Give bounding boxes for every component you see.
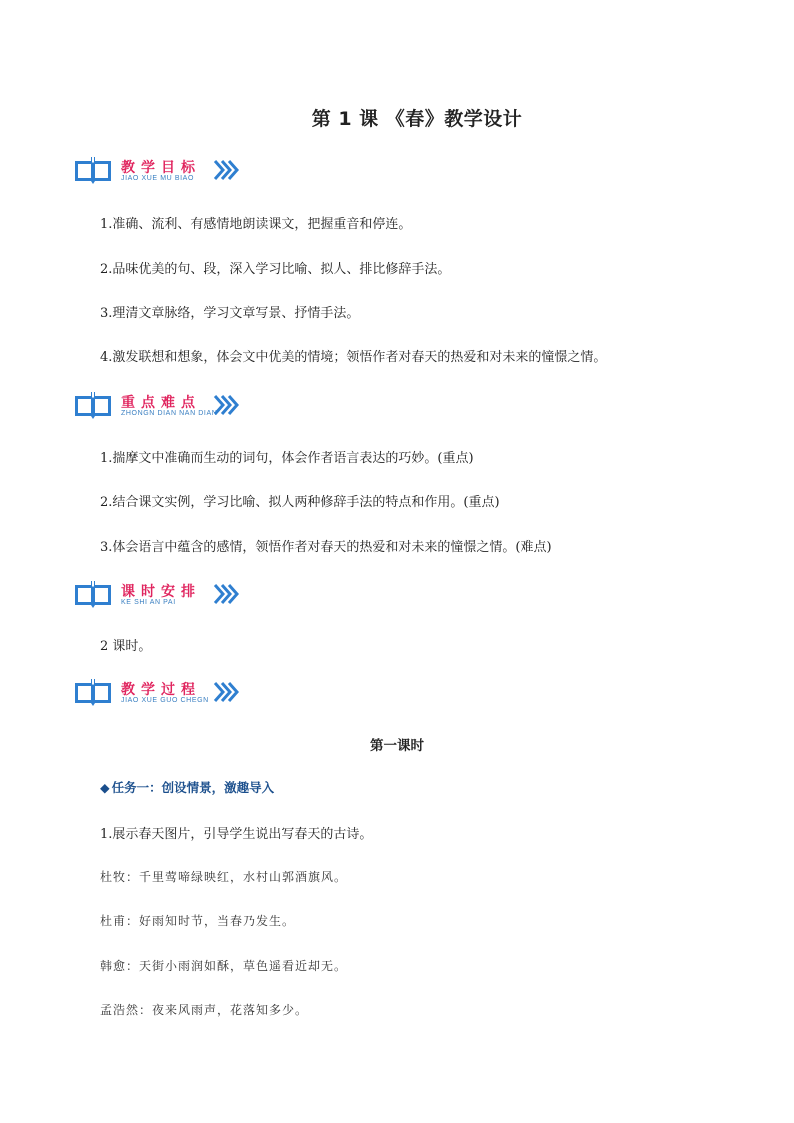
period-title: 第一课时: [370, 738, 424, 754]
objective-item: 1.准确、流利、有感情地朗读课文，把握重音和停连。: [100, 217, 412, 232]
section-header-key-points: [73, 392, 243, 422]
double-chevron-icon: [213, 159, 241, 181]
key-point-item: 3.体会语言中蕴含的感情，领悟作者对春天的热爱和对未来的憧憬之情。(难点): [100, 540, 552, 555]
double-chevron-icon: [213, 583, 241, 605]
section-header-schedule: [73, 581, 243, 611]
section-pinyin: KE SHI AN PAI: [121, 599, 176, 606]
objective-item: 3.理清文章脉络，学习文章写景、抒情手法。: [100, 306, 360, 321]
task-title: 任务一：创设情景，激趣导入: [111, 780, 275, 795]
section-label: 课时安排: [121, 584, 201, 600]
objective-item: 4.激发联想和想象，体会文中优美的情境；领悟作者对春天的热爱和对未来的憧憬之情。: [100, 350, 607, 365]
section-header-process: [73, 679, 243, 709]
diamond-bullet-icon: ◆: [100, 780, 110, 795]
section-label: 教学过程: [121, 682, 201, 698]
section-label: 重点难点: [121, 395, 201, 411]
poem-line: 孟浩然：夜来风雨声，花落知多少。: [100, 1003, 309, 1017]
section-pinyin: ZHONGN DIAN NAN DIAN: [121, 410, 218, 417]
poem-line: 杜牧：千里莺啼绿映红，水村山郭酒旗风。: [100, 870, 348, 884]
section-pinyin: JIAO XUE GUO CHEGN: [121, 697, 209, 704]
poem-line: 杜甫：好雨知时节，当春乃发生。: [100, 914, 296, 928]
book-icon: [73, 392, 113, 420]
schedule-text: 2 课时。: [100, 639, 152, 654]
section-header-objectives: [73, 157, 243, 187]
key-point-item: 2.结合课文实例，学习比喻、拟人两种修辞手法的特点和作用。(重点): [100, 495, 500, 510]
section-label: 教学目标: [121, 160, 201, 176]
book-icon: [73, 679, 113, 707]
key-point-item: 1.揣摩文中准确而生动的词句，体会作者语言表达的巧妙。(重点): [100, 451, 474, 466]
process-step: 1.展示春天图片，引导学生说出写春天的古诗。: [100, 827, 373, 842]
double-chevron-icon: [213, 681, 241, 703]
book-icon: [73, 581, 113, 609]
section-pinyin: JIAO XUE MU BIAO: [121, 175, 194, 182]
double-chevron-icon: [213, 394, 241, 416]
poem-line: 韩愈：天街小雨润如酥，草色遥看近却无。: [100, 959, 348, 973]
document-title: 第 1 课 《春》教学设计: [311, 108, 523, 130]
objective-item: 2.品味优美的句、段，深入学习比喻、拟人、排比修辞手法。: [100, 262, 451, 277]
task-heading: [100, 778, 274, 796]
book-icon: [73, 157, 113, 185]
